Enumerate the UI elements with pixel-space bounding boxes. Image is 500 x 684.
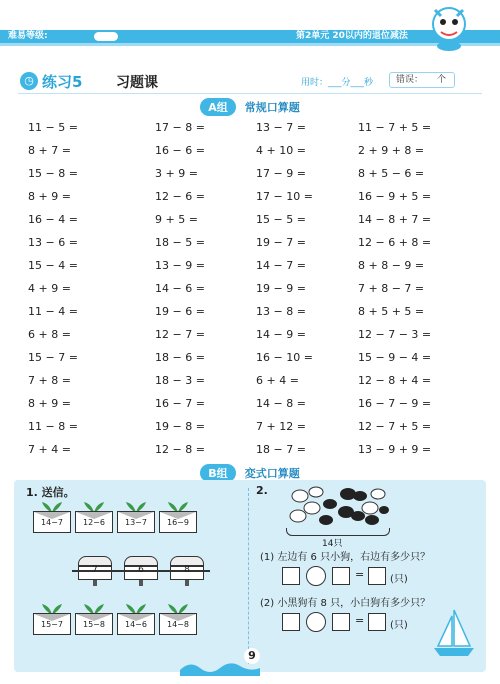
question-divider — [248, 488, 249, 664]
problem-row — [28, 139, 468, 162]
envelope[interactable] — [33, 604, 71, 636]
envelope[interactable] — [117, 502, 155, 534]
problem-cell: 8 + 8 − 9 = — [358, 259, 425, 272]
envelope-expression: 13−7 — [125, 518, 147, 527]
question-2-sub1: (1) 左边有 6 只小狗，右边有多少只？ — [260, 552, 431, 563]
problem-cell: 8 + 5 + 5 = — [358, 305, 425, 318]
answer-box[interactable] — [282, 567, 300, 585]
problem-cell: 14 − 8 = — [256, 397, 306, 410]
problem-cell: 14 − 8 + 7 = — [358, 213, 432, 226]
problem-row — [28, 323, 468, 346]
mailbox-number: 6 — [138, 565, 144, 575]
problem-cell: 7 + 12 = — [256, 420, 306, 433]
section-a-heading — [0, 96, 500, 116]
problem-cell: 13 − 9 + 9 = — [358, 443, 432, 456]
problem-cell: 12 − 6 + 8 = — [358, 236, 432, 249]
problem-row — [28, 254, 468, 277]
problem-row — [28, 116, 468, 139]
problem-cell: 12 − 7 + 5 = — [358, 420, 432, 433]
equals-sign: = — [355, 614, 365, 627]
problem-cell: 19 − 9 = — [256, 282, 306, 295]
dog-total: 14只 — [322, 539, 343, 549]
problem-cell: 13 − 7 = — [256, 121, 306, 134]
problem-cell: 13 − 9 = — [155, 259, 205, 272]
envelope-expression: 14−7 — [41, 518, 63, 527]
problem-cell: 14 − 9 = — [256, 328, 306, 341]
envelope[interactable] — [117, 604, 155, 636]
problem-cell: 18 − 6 = — [155, 351, 205, 364]
mailbox-post — [93, 580, 97, 586]
unit-label: (只) — [390, 574, 408, 585]
problem-cell: 11 − 5 = — [28, 121, 78, 134]
problem-row — [28, 346, 468, 369]
problem-cell: 6 + 4 = — [256, 374, 299, 387]
problem-cell: 8 + 9 = — [28, 397, 71, 410]
difficulty-label: 难易等级: — [8, 31, 48, 41]
total-bracket — [286, 528, 390, 536]
envelope-expression: 15−8 — [83, 620, 105, 629]
problem-cell: 11 − 8 = — [28, 420, 78, 433]
envelope-expression: 15−7 — [41, 620, 63, 629]
problem-cell: 18 − 3 = — [155, 374, 205, 387]
envelope[interactable] — [75, 502, 113, 534]
problem-cell: 16 − 7 = — [155, 397, 205, 410]
problem-row — [28, 208, 468, 231]
section-a-badge: A组 — [200, 98, 236, 116]
problem-cell: 4 + 9 = — [28, 282, 71, 295]
problem-cell: 15 − 4 = — [28, 259, 78, 272]
problem-row — [28, 415, 468, 438]
lesson-title-row — [0, 68, 500, 94]
problem-cell: 19 − 7 = — [256, 236, 306, 249]
unit-title: 第2单元 20以内的退位减法 — [296, 31, 408, 41]
problem-row — [28, 438, 468, 461]
problem-cell: 16 − 6 = — [155, 144, 205, 157]
title-divider — [18, 93, 482, 94]
clock-icon: ◷ — [20, 72, 38, 90]
page-number: 9 — [244, 648, 260, 664]
problem-cell: 3 + 9 = — [155, 167, 198, 180]
time-used-label: 用时：___分___秒 — [301, 78, 374, 88]
mailbox-post — [185, 580, 189, 586]
equals-sign: = — [355, 568, 365, 581]
problem-cell: 11 − 4 = — [28, 305, 78, 318]
problem-cell: 12 − 8 + 4 = — [358, 374, 432, 387]
problem-cell: 7 + 4 = — [28, 443, 71, 456]
answer-box[interactable] — [282, 613, 300, 631]
problem-cell: 13 − 8 = — [256, 305, 306, 318]
problem-cell: 16 − 7 − 9 = — [358, 397, 432, 410]
mailbox[interactable] — [122, 556, 160, 586]
problem-grid — [28, 116, 468, 461]
section-b-heading — [0, 462, 500, 482]
problem-cell: 2 + 9 + 8 = — [358, 144, 425, 157]
problem-cell: 19 − 8 = — [155, 420, 205, 433]
problem-cell: 9 + 5 = — [155, 213, 198, 226]
problem-cell: 7 + 8 − 7 = — [358, 282, 425, 295]
problem-cell: 16 − 9 + 5 = — [358, 190, 432, 203]
envelope-expression: 14−6 — [125, 620, 147, 629]
problem-cell: 12 − 7 = — [155, 328, 205, 341]
operator-circle[interactable] — [306, 566, 326, 586]
envelope-expression: 12−6 — [83, 518, 105, 527]
envelope[interactable] — [159, 604, 197, 636]
sailboat-icon — [430, 606, 478, 662]
problem-cell: 15 − 5 = — [256, 213, 306, 226]
problem-row — [28, 185, 468, 208]
problem-cell: 17 − 9 = — [256, 167, 306, 180]
problem-cell: 16 − 4 = — [28, 213, 78, 226]
problem-row — [28, 231, 468, 254]
lesson-name: 习题课 — [116, 75, 158, 91]
problem-cell: 17 − 10 = — [256, 190, 313, 203]
problem-cell: 17 − 8 = — [155, 121, 205, 134]
error-unit: 个 — [436, 75, 446, 85]
problem-row — [28, 162, 468, 185]
answer-box[interactable] — [368, 567, 386, 585]
mailbox[interactable] — [76, 556, 114, 586]
problem-cell: 15 − 8 = — [28, 167, 78, 180]
envelope[interactable] — [159, 502, 197, 534]
envelope[interactable] — [33, 502, 71, 534]
problem-cell: 7 + 8 = — [28, 374, 71, 387]
problem-row — [28, 392, 468, 415]
section-b-name: 変式口算题 — [244, 467, 300, 480]
envelope-expression: 14−8 — [167, 620, 189, 629]
problem-cell: 8 + 5 − 6 = — [358, 167, 425, 180]
problem-cell: 8 + 7 = — [28, 144, 71, 157]
mailbox-number: 7 — [92, 565, 98, 575]
problem-cell: 19 − 6 = — [155, 305, 205, 318]
problem-cell: 12 − 8 = — [155, 443, 205, 456]
page-header — [0, 0, 500, 58]
problem-cell: 4 + 10 = — [256, 144, 306, 157]
problem-cell: 18 − 7 = — [256, 443, 306, 456]
dogs-illustration — [286, 482, 390, 528]
problem-cell: 15 − 7 = — [28, 351, 78, 364]
answer-box[interactable] — [332, 567, 350, 585]
problem-cell: 14 − 7 = — [256, 259, 306, 272]
envelope-expression: 16−9 — [167, 518, 189, 527]
problem-cell: 12 − 7 − 3 = — [358, 328, 432, 341]
problem-cell: 18 − 5 = — [155, 236, 205, 249]
problem-cell: 11 − 7 + 5 = — [358, 121, 432, 134]
problem-cell: 15 − 9 − 4 = — [358, 351, 432, 364]
lesson-number: 练习5 — [42, 73, 83, 91]
question-1-label: 1. 送信。 — [26, 486, 75, 499]
unit-label: (只) — [390, 620, 408, 631]
question-2-sub2: (2) 小黑狗有 8 只，小白狗有多少只？ — [260, 598, 431, 609]
problem-row — [28, 300, 468, 323]
error-count-box — [389, 72, 455, 88]
error-label: 错误： — [396, 75, 424, 85]
section-a-name: 常规口算题 — [244, 101, 300, 114]
envelope[interactable] — [75, 604, 113, 636]
section-b-badge: B组 — [200, 464, 235, 482]
mascot-icon — [423, 2, 475, 52]
problem-cell: 14 − 6 = — [155, 282, 205, 295]
mailbox-number: 8 — [184, 565, 190, 575]
mailbox[interactable] — [168, 556, 206, 586]
problem-cell: 6 + 8 = — [28, 328, 71, 341]
answer-box[interactable] — [368, 613, 386, 631]
problem-cell: 16 − 10 = — [256, 351, 313, 364]
mailbox-post — [139, 580, 143, 586]
problem-cell: 12 − 6 = — [155, 190, 205, 203]
operator-circle[interactable] — [306, 612, 326, 632]
difficulty-cloud-icon — [94, 32, 118, 41]
problem-row — [28, 277, 468, 300]
problem-cell: 13 − 6 = — [28, 236, 78, 249]
problem-cell: 8 + 9 = — [28, 190, 71, 203]
question-2-label: 2. — [256, 484, 268, 497]
problem-row — [28, 369, 468, 392]
answer-box[interactable] — [332, 613, 350, 631]
